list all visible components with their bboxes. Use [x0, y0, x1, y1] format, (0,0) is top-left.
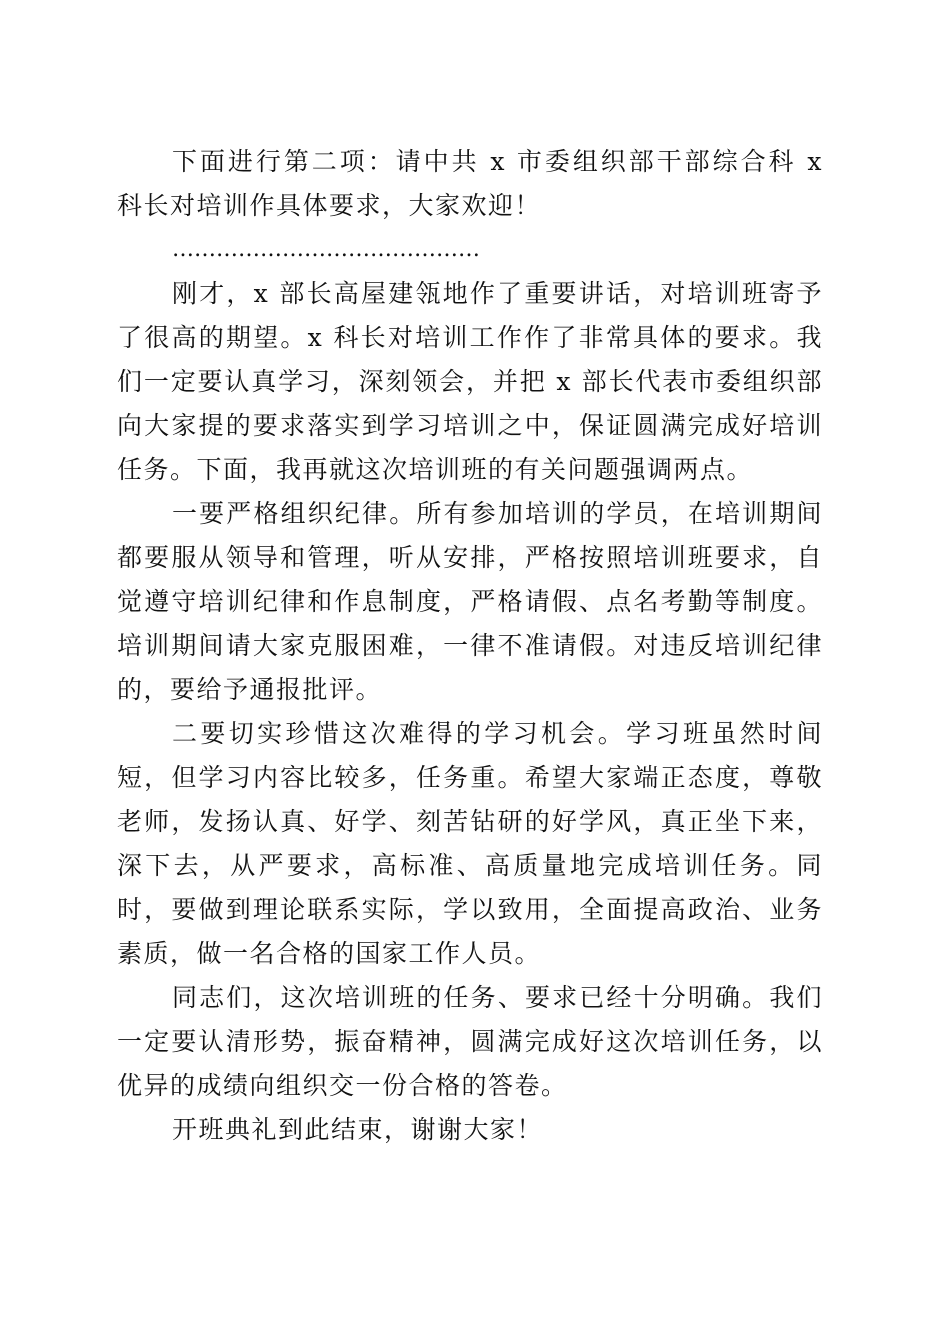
paragraph-discipline: 一要严格组织纪律。所有参加培训的学员，在培训期间都要服从领导和管理，听从安排，严格按照培训班要求，自觉遵守培训纪律和作息制度，严格请假、点名考勤等制度。培训期间请大家克服困难，一律不准请假。对违反培训纪律的，要给予通报批评。 [117, 499, 823, 704]
paragraph-second-item: 下面进行第二项：请中共 x 市委组织部干部综合科 x 科长对培训作具体要求，大家欢迎！ [117, 147, 823, 220]
paragraph-opportunity: 二要切实珍惜这次难得的学习机会。学习班虽然时间短，但学习内容比较多，任务重。希望大家端正态度，尊敬老师，发扬认真、好学、刻苦钻研的好学风，真正坐下来，深下去，从严要求，高标准、高质量地完成培训任务。同时，要做到理论联系实际，学以致用，全面提高政治、业务素质，做一名合格的国家工作人员。 [117, 719, 823, 968]
paragraph-closing: 开班典礼到此结束，谢谢大家！ [172, 1115, 544, 1144]
document-body [117, 140, 823, 1152]
paragraph-summary: 刚才，x 部长高屋建瓴地作了重要讲话，对培训班寄予了很高的期望。x 科长对培训工作作了非常具体的要求。我们一定要认真学习，深刻领会，并把 x 部长代表市委组织部向大家提的要求落实到学习培训之中，保证圆满完成好培训任务。下面，我再就这次培训班的有关问题强调两点。 [117, 279, 823, 484]
ellipsis-separator: …………………………………… [172, 237, 480, 262]
paragraph-comrades: 同志们，这次培训班的任务、要求已经十分明确。我们一定要认清形势，振奋精神，圆满完成好这次培训任务，以优异的成绩向组织交一份合格的答卷。 [117, 983, 823, 1100]
